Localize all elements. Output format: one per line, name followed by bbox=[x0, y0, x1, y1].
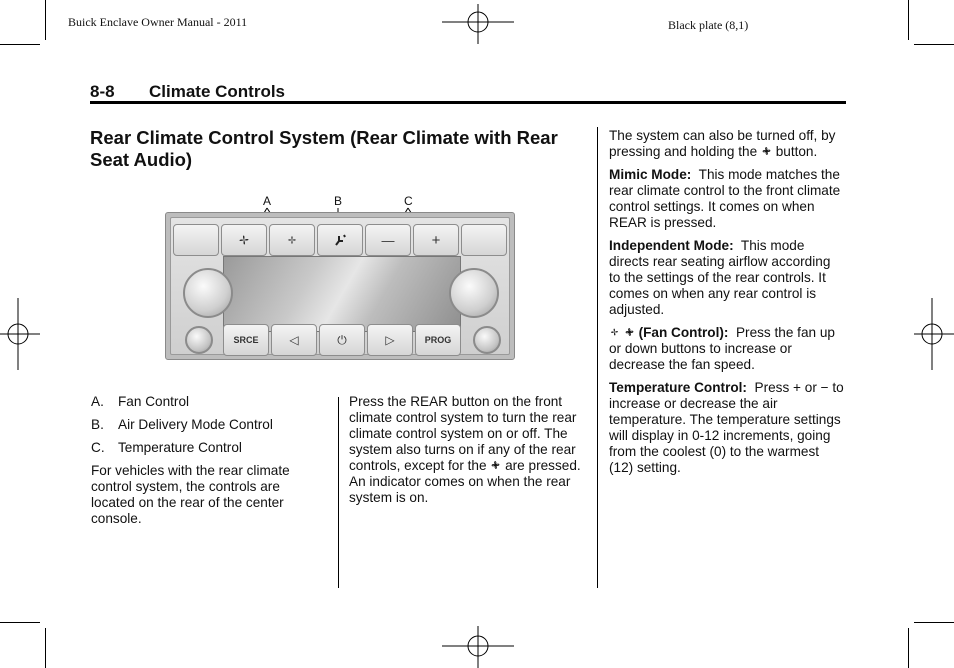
body-text: Press the REAR button on the front climate control system to turn the rear climate control system on or off. The system also turns on if any bbox=[349, 394, 577, 457]
air-delivery-mode-button[interactable] bbox=[317, 224, 363, 256]
body-paragraph bbox=[609, 380, 845, 476]
program-button[interactable]: PROG bbox=[415, 324, 461, 356]
legend-letter: A. bbox=[91, 394, 104, 409]
right-headphone-jack bbox=[473, 326, 501, 354]
section-rule bbox=[90, 101, 846, 104]
page-heading: Rear Climate Control System (Rear Climate with Rear Seat Audio) bbox=[90, 127, 558, 170]
body-text: are pressed. An indicator comes on when the rear system is on. bbox=[349, 458, 581, 505]
temperature-control-label: Temperature Control: bbox=[609, 380, 747, 395]
crop-mark bbox=[0, 44, 40, 45]
left-volume-knob[interactable] bbox=[183, 268, 233, 318]
fan-low-button[interactable] bbox=[269, 224, 315, 256]
temperature-up-button[interactable]: + bbox=[413, 224, 459, 256]
body-paragraph bbox=[609, 167, 845, 231]
section-title: Climate Controls bbox=[149, 82, 286, 101]
figure-callout-b: B bbox=[334, 194, 343, 208]
column-1 bbox=[91, 394, 321, 534]
body-text: This mode directs rear seating airflow according to the settings of the rear controls. It comes on when any rear control is adjusted. bbox=[609, 238, 831, 317]
fan-low-icon bbox=[285, 233, 299, 247]
body-text: The system can also be turned off, bbox=[609, 128, 818, 143]
registration-mark-right bbox=[914, 298, 954, 370]
crop-mark bbox=[908, 628, 909, 668]
legend-text: Temperature Control bbox=[118, 440, 242, 455]
body-text: button. bbox=[775, 144, 818, 159]
column-3 bbox=[609, 128, 845, 483]
body-text: Press the fan up or down buttons to increase or decrease the fan speed. bbox=[609, 325, 835, 372]
crop-mark bbox=[45, 628, 46, 668]
registration-mark-bottom bbox=[442, 626, 514, 668]
fan-high-icon bbox=[237, 233, 251, 247]
power-button[interactable]: ⏻ bbox=[319, 324, 365, 356]
top-right-blank-button[interactable] bbox=[461, 224, 507, 256]
body-paragraph bbox=[349, 394, 583, 506]
crop-mark bbox=[45, 0, 46, 40]
legend-text: Fan Control bbox=[118, 394, 190, 409]
column-divider bbox=[597, 127, 598, 588]
fan-high-icon bbox=[609, 326, 620, 338]
crop-mark bbox=[0, 622, 40, 623]
fan-icon bbox=[761, 145, 772, 157]
body-paragraph bbox=[609, 238, 845, 318]
section-number: 8-8 bbox=[90, 82, 115, 101]
body-text: of the rear controls, except for the bbox=[349, 442, 576, 473]
body-text: This mode matches the rear climate control to the front climate control settings. It comes on when REAR is pressed. bbox=[609, 167, 841, 230]
top-left-blank-button[interactable] bbox=[173, 224, 219, 256]
left-headphone-jack bbox=[185, 326, 213, 354]
source-button[interactable]: SRCE bbox=[223, 324, 269, 356]
mimic-mode-label: Mimic Mode: bbox=[609, 167, 692, 182]
figure-callout-a: A bbox=[263, 194, 272, 208]
column-2 bbox=[349, 394, 583, 513]
seek-forward-button[interactable]: ▷ bbox=[367, 324, 413, 356]
display-screen bbox=[223, 256, 461, 332]
crop-mark bbox=[914, 44, 954, 45]
legend-letter: C. bbox=[91, 440, 105, 455]
column-divider bbox=[338, 397, 339, 588]
registration-mark-left bbox=[0, 298, 40, 370]
legend-letter: B. bbox=[91, 417, 104, 432]
legend-text: Air Delivery Mode Control bbox=[118, 417, 273, 432]
fan-icon bbox=[490, 459, 501, 471]
legend-item bbox=[91, 440, 321, 456]
fan-high-button[interactable] bbox=[221, 224, 267, 256]
temperature-down-button[interactable]: — bbox=[365, 224, 411, 256]
body-paragraph: For vehicles with the rear climate control system, the controls are located on the rear of the center console. bbox=[91, 463, 290, 526]
fan-control-label: (Fan Control): bbox=[638, 325, 729, 340]
body-paragraph bbox=[609, 128, 845, 160]
independent-mode-label: Independent Mode: bbox=[609, 238, 734, 253]
air-delivery-mode-icon bbox=[333, 233, 347, 247]
legend-item bbox=[91, 417, 321, 433]
body-text: Press + or − to increase or decrease the air temperature. The temperature settings will display in 0-12 increments, going from the coolest (0) to the warmest (12) setting. bbox=[609, 380, 844, 475]
legend-item bbox=[91, 394, 321, 410]
registration-mark-top bbox=[442, 4, 514, 44]
figure-callout-c: C bbox=[404, 194, 413, 208]
fan-low-icon bbox=[624, 326, 635, 338]
body-paragraph bbox=[609, 325, 845, 373]
running-header-manual: Buick Enclave Owner Manual - 2011 bbox=[68, 15, 248, 29]
crop-mark bbox=[914, 622, 954, 623]
crop-mark bbox=[908, 0, 909, 40]
body-text: by pressing and holding the bbox=[609, 128, 836, 159]
seek-back-button[interactable]: ◁ bbox=[271, 324, 317, 356]
right-tune-knob[interactable] bbox=[449, 268, 499, 318]
rear-climate-control-panel bbox=[165, 212, 515, 360]
running-header-plate: Black plate (8,1) bbox=[668, 18, 749, 32]
